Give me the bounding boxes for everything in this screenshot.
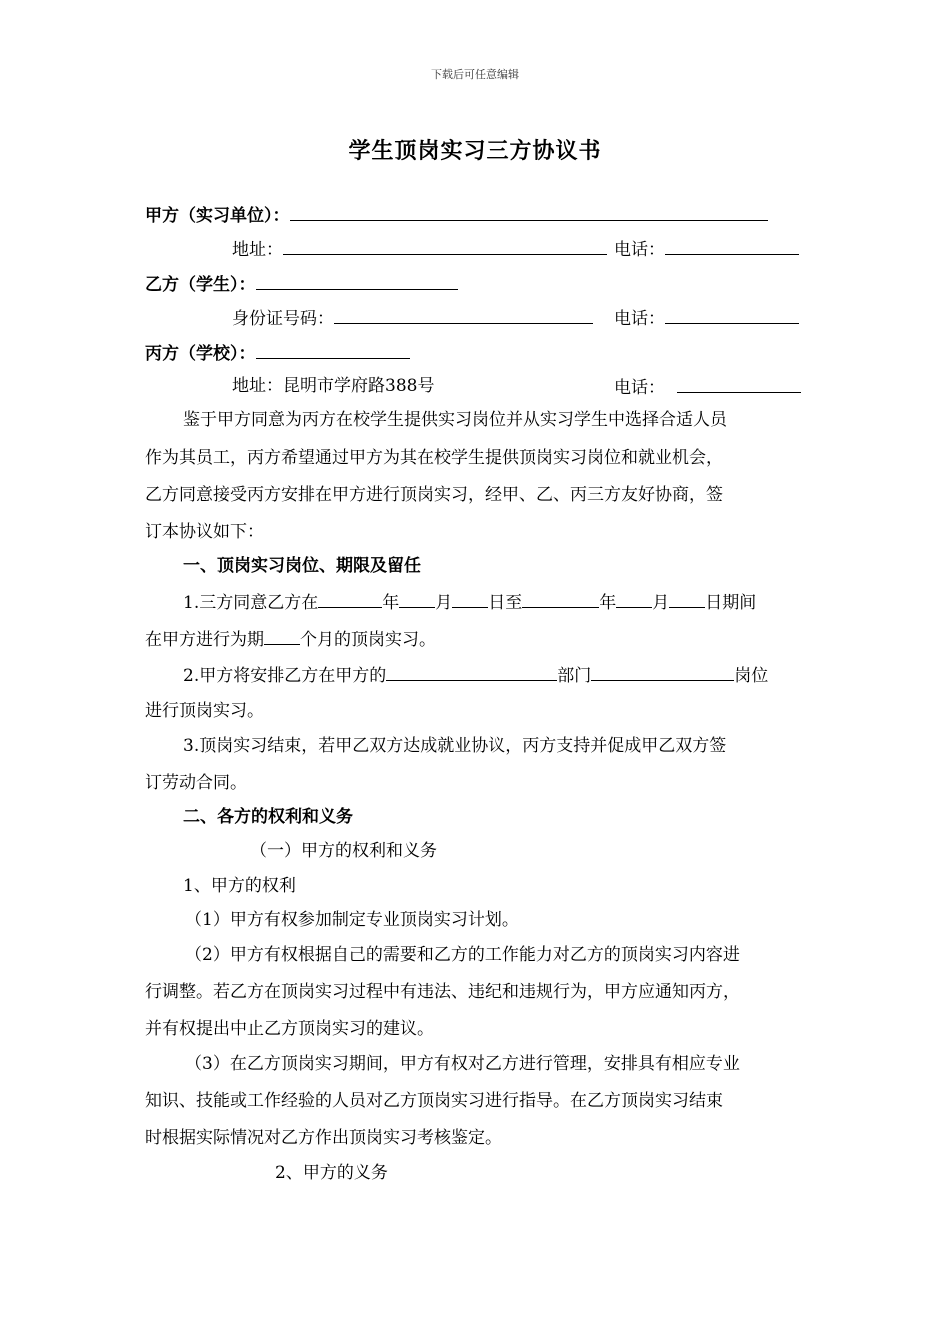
end-day-blank <box>669 590 705 608</box>
start-day-blank <box>452 590 488 608</box>
item-3-line-2: 订劳动合同。 <box>145 773 247 793</box>
intro-line: 作为其员工，丙方希望通过甲方为其在校学生提供顶岗实习岗位和就业机会， <box>145 448 723 468</box>
item-2-text: 2.甲方将安排乙方在甲方的 <box>183 666 387 686</box>
party-b-label: 乙方（学生）： <box>145 275 256 295</box>
duties-title: 2、甲方的义务 <box>275 1163 388 1183</box>
post-blank <box>591 663 734 681</box>
party-b-id-label: 身份证号码： <box>232 309 334 329</box>
party-b-phone-row <box>614 306 799 330</box>
day-to-label: 日至 <box>488 593 523 613</box>
party-b-id-blank <box>334 306 593 324</box>
intro-line: 鉴于甲方同意为丙方在校学生提供实习岗位并从实习学生中选择合适人员 <box>183 410 727 430</box>
item-1-text: 1.三方同意乙方在 <box>183 593 319 613</box>
party-c-label: 丙方（学校）： <box>145 344 256 364</box>
party-c-phone-blank <box>677 375 801 393</box>
item-1-line-2 <box>145 627 436 651</box>
party-a-phone-blank <box>665 237 799 255</box>
day-period-label: 日期间 <box>705 593 757 613</box>
end-year-blank <box>522 590 599 608</box>
party-b-id-row <box>232 306 593 330</box>
department-blank <box>386 663 557 681</box>
intro-line: 订本协议如下： <box>145 522 264 542</box>
document-title: 学生顶岗实习三方协议书 <box>348 138 602 164</box>
right-3-line: 时根据实际情况对乙方作出顶岗实习考核鉴定。 <box>145 1128 502 1148</box>
party-a-row <box>145 203 768 227</box>
month-label: 月 <box>652 593 670 613</box>
item-1-text: 个月的顶岗实习。 <box>300 630 436 650</box>
department-label: 部门 <box>557 666 592 686</box>
right-1: （1）甲方有权参加制定专业顶岗实习计划。 <box>185 910 519 930</box>
item-1-text: 在甲方进行为期 <box>145 630 264 650</box>
item-2-line-2: 进行顶岗实习。 <box>145 701 264 721</box>
months-blank <box>264 627 300 645</box>
right-2-line: 行调整。若乙方在顶岗实习过程中有违法、违纪和违规行为，甲方应通知丙方， <box>145 982 740 1002</box>
party-a-address-blank <box>283 237 607 255</box>
section-2-heading: 二、各方的权利和义务 <box>183 807 353 827</box>
party-c-address: 地址：昆明市学府路388号 <box>232 376 435 396</box>
party-c-phone-row <box>614 375 801 399</box>
party-c-name-blank <box>256 341 410 359</box>
post-label: 岗位 <box>734 666 769 686</box>
right-3-line: 知识、技能或工作经验的人员对乙方顶岗实习进行指导。在乙方顶岗实习结束 <box>145 1091 723 1111</box>
right-3-line: （3）在乙方顶岗实习期间，甲方有权对乙方进行管理，安排具有相应专业 <box>185 1054 740 1074</box>
party-c-row <box>145 341 410 365</box>
right-2-line: 并有权提出中止乙方顶岗实习的建议。 <box>145 1019 434 1039</box>
rights-title: 1、甲方的权利 <box>183 876 296 896</box>
item-2-line-1 <box>183 663 768 687</box>
party-b-phone-label: 电话： <box>614 309 665 329</box>
intro-line: 乙方同意接受丙方安排在甲方进行顶岗实习，经甲、乙、丙三方友好协商，签 <box>145 485 723 505</box>
section-1-heading: 一、顶岗实习岗位、期限及留任 <box>183 556 421 576</box>
item-3-line-1: 3.顶岗实习结束，若甲乙双方达成就业协议，丙方支持并促成甲乙双方签 <box>183 736 727 756</box>
year-label: 年 <box>599 593 617 613</box>
party-a-name-blank <box>290 203 768 221</box>
item-1-line-1 <box>183 590 756 614</box>
party-a-address-row <box>232 237 607 261</box>
party-a-phone-row <box>614 237 799 261</box>
party-a-phone-label: 电话： <box>614 240 665 260</box>
party-b-phone-blank <box>665 306 799 324</box>
year-label: 年 <box>382 593 400 613</box>
header-note: 下载后可任意编辑 <box>431 68 519 81</box>
party-a-address-label: 地址： <box>232 240 283 260</box>
start-year-blank <box>318 590 382 608</box>
start-month-blank <box>399 590 435 608</box>
party-b-row <box>145 272 458 296</box>
party-a-label: 甲方（实习单位）： <box>145 206 290 226</box>
party-b-name-blank <box>256 272 458 290</box>
month-label: 月 <box>435 593 453 613</box>
end-month-blank <box>616 590 652 608</box>
right-2-line: （2）甲方有权根据自己的需要和乙方的工作能力对乙方的顶岗实习内容进 <box>185 945 740 965</box>
party-c-phone-label: 电话： <box>614 378 665 398</box>
subsection-1-heading: （一）甲方的权利和义务 <box>250 841 437 861</box>
